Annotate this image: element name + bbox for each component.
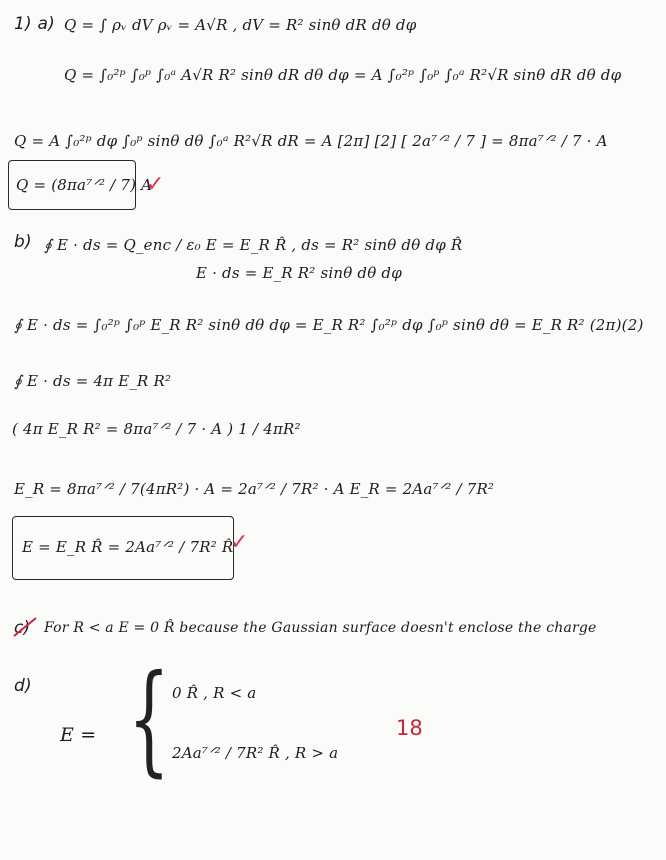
- part-b-line-5: ( 4π E_R R² = 8πa⁷ᐟ² / 7 · A ) 1 / 4πR²: [12, 420, 301, 438]
- part-d-case-1: 0 R̂ , R < a: [172, 684, 257, 702]
- part-1a-label: 1) a): [14, 14, 55, 34]
- answer-q: Q = (8πa⁷ᐟ² / 7) A: [16, 176, 153, 194]
- part-b-line-4: ∮ E · ds = 4π E_R R²: [14, 372, 172, 390]
- strike-mark: [12, 616, 38, 638]
- part-d-case-2: 2Aa⁷ᐟ² / 7R² R̂ , R > a: [172, 744, 339, 762]
- part-b-line-6: E_R = 8πa⁷ᐟ² / 7(4πR²) · A = 2a⁷ᐟ² / 7R² · A E_R = 2Aa⁷ᐟ² / 7R²: [14, 480, 495, 498]
- part-b-line-2: E · ds = E_R R² sinθ dθ dφ: [196, 264, 402, 282]
- part-d-lhs: E =: [60, 724, 97, 746]
- part-1a-line-2: Q = ∫₀²ᵖ ∫₀ᵖ ∫₀ᵃ A√R R² sinθ dR dθ dφ = A ∫₀²ᵖ ∫₀ᵖ ∫₀ᵃ R²√R sinθ dR dθ dφ: [64, 66, 622, 84]
- part-c-label: c): [14, 618, 31, 638]
- grader-check-mark-2: ✓: [230, 530, 249, 555]
- part-c-line-1: For R < a E = 0 R̂ because the Gaussian surface doesn't enclose the charge: [44, 620, 597, 636]
- part-1a-line-3: Q = A ∫₀²ᵖ dφ ∫₀ᵖ sinθ dθ ∫₀ᵃ R²√R dR = A [2π] [2] [ 2a⁷ᐟ² / 7 ] = 8πa⁷ᐟ² / 7 · A: [14, 132, 608, 150]
- part-d-label: d): [14, 676, 32, 696]
- part-1a-line-1: Q = ∫ ρᵥ dV ρᵥ = A√R , dV = R² sinθ dR dθ dφ: [64, 16, 417, 34]
- grader-score: 18: [396, 716, 423, 740]
- piecewise-brace: {: [128, 650, 170, 789]
- part-b-line-3: ∮ E · ds = ∫₀²ᵖ ∫₀ᵖ E_R R² sinθ dθ dφ = E_R R² ∫₀²ᵖ dφ ∫₀ᵖ sinθ dθ = E_R R² (2π)(2): [14, 316, 644, 334]
- answer-e: E = E_R R̂ = 2Aa⁷ᐟ² / 7R² R̂: [22, 538, 234, 556]
- part-b-line-1: ∮ E · ds = Q_enc / ε₀ E = E_R R̂ , ds = R² sinθ dθ dφ R̂: [44, 236, 463, 254]
- grader-check-mark: ✓: [146, 172, 165, 197]
- part-b-label: b): [14, 232, 32, 252]
